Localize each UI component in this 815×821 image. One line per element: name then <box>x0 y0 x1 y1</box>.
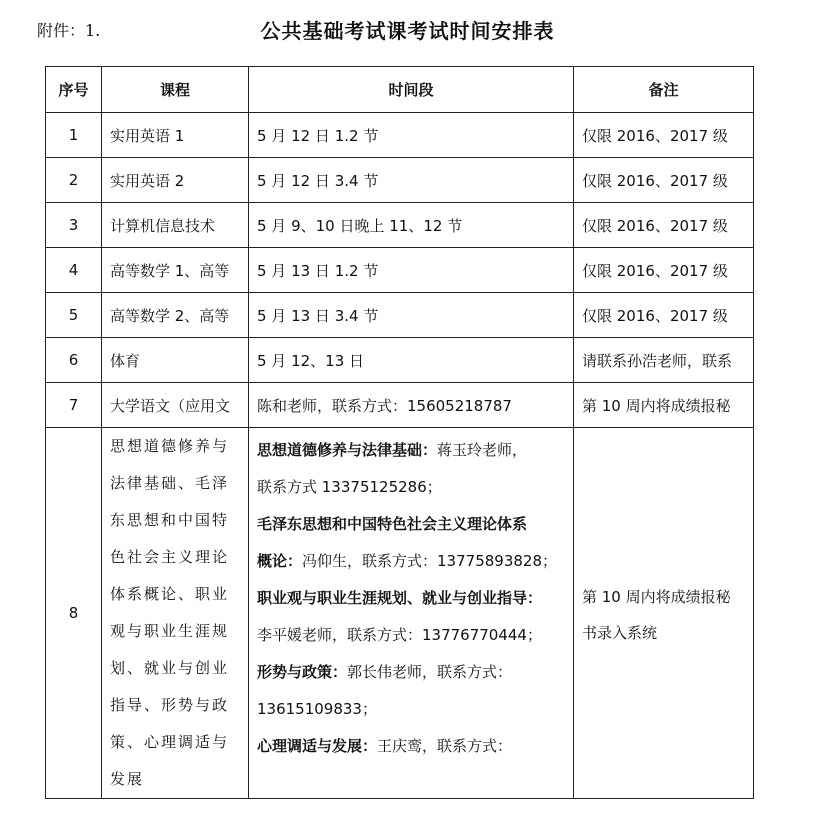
table-row <box>46 158 754 203</box>
table-row <box>46 338 754 383</box>
row-note-cell: 仅限 2016、2017 级 <box>574 113 754 158</box>
time-course-2b: 概论： <box>257 552 303 570</box>
row-note-cell: 第 10 周内将成绩报秘 <box>574 383 754 428</box>
time-course-4: 形势与政策： <box>257 663 348 681</box>
table-row <box>46 248 754 293</box>
row-note-cell: 仅限 2016、2017 级 <box>574 203 754 248</box>
row-note-cell: 仅限 2016、2017 级 <box>574 248 754 293</box>
row-course-cell: 实用英语 1 <box>102 113 249 158</box>
row-course-cell: 实用英语 2 <box>102 158 249 203</box>
row-time-cell: 5 月 13 日 3.4 节 <box>249 293 574 338</box>
attachment-label: 附件：1. <box>37 21 101 40</box>
row-time-cell: 5 月 12 日 3.4 节 <box>249 158 574 203</box>
table-body <box>46 113 754 799</box>
time-contact-4: 郭长伟老师，联系方式： <box>347 663 513 681</box>
table-row <box>46 293 754 338</box>
table-row <box>46 113 754 158</box>
page-title: 公共基础考试课考试时间安排表 <box>260 19 555 43</box>
table-header-row <box>46 67 754 113</box>
row8-course: 思想道德修养与法律基础、毛泽东思想和中国特色社会主义理论体系概论、职业观与职业生涯规划、就业与创业指导、形势与政策、心理调适与发展 <box>102 428 249 799</box>
schedule-table <box>45 66 754 799</box>
row-course-cell: 高等数学 2、高等 <box>102 293 249 338</box>
table-row <box>46 428 754 799</box>
time-course-3: 职业观与职业生涯规划、就业与创业指导： <box>257 589 543 607</box>
time-course-2: 毛泽东思想和中国特色社会主义理论体系 <box>257 515 528 533</box>
row-course-cell: 高等数学 1、高等 <box>102 248 249 293</box>
row-seq-cell: 5 <box>46 293 102 338</box>
header-time: 时间段 <box>249 67 574 113</box>
row-seq-cell: 2 <box>46 158 102 203</box>
header-course: 课程 <box>102 67 249 113</box>
row8-note: 第 10 周内将成绩报秘书录入系统 <box>574 428 754 799</box>
time-course-5: 心理调适与发展： <box>257 737 378 755</box>
row8-time <box>249 428 574 799</box>
row-seq-cell: 7 <box>46 383 102 428</box>
table-row <box>46 383 754 428</box>
row-seq-cell: 4 <box>46 248 102 293</box>
table-row <box>46 203 754 248</box>
time-contact-1: 蒋玉玲老师， <box>437 441 528 459</box>
row-seq-cell: 1 <box>46 113 102 158</box>
row-note-cell: 仅限 2016、2017 级 <box>574 293 754 338</box>
row-time-cell: 5 月 12、13 日 <box>249 338 574 383</box>
row-course-cell: 计算机信息技术 <box>102 203 249 248</box>
row-time-cell: 5 月 9、10 日晚上 11、12 节 <box>249 203 574 248</box>
time-contact-4b: 13615109833； <box>257 700 377 718</box>
row8-seq: 8 <box>46 428 102 799</box>
row-note-cell: 请联系孙浩老师，联系 <box>574 338 754 383</box>
header-seq: 序号 <box>46 67 102 113</box>
time-contact-1b: 联系方式 13375125286； <box>257 478 442 496</box>
time-contact-2: 冯仰生，联系方式：13775893828； <box>302 552 557 570</box>
time-contact-3: 李平媛老师，联系方式：13776770444； <box>257 626 542 644</box>
header-note: 备注 <box>574 67 754 113</box>
time-course-1: 思想道德修养与法律基础： <box>257 441 438 459</box>
row-time-cell: 5 月 13 日 1.2 节 <box>249 248 574 293</box>
row-course-cell: 体育 <box>102 338 249 383</box>
row-seq-cell: 6 <box>46 338 102 383</box>
row-note-cell: 仅限 2016、2017 级 <box>574 158 754 203</box>
row-course-cell: 大学语文（应用文 <box>102 383 249 428</box>
time-contact-5: 王庆鸾，联系方式： <box>377 737 513 755</box>
row-time-cell: 5 月 12 日 1.2 节 <box>249 113 574 158</box>
row-time-cell: 陈和老师，联系方式：15605218787 <box>249 383 574 428</box>
row-seq-cell: 3 <box>46 203 102 248</box>
